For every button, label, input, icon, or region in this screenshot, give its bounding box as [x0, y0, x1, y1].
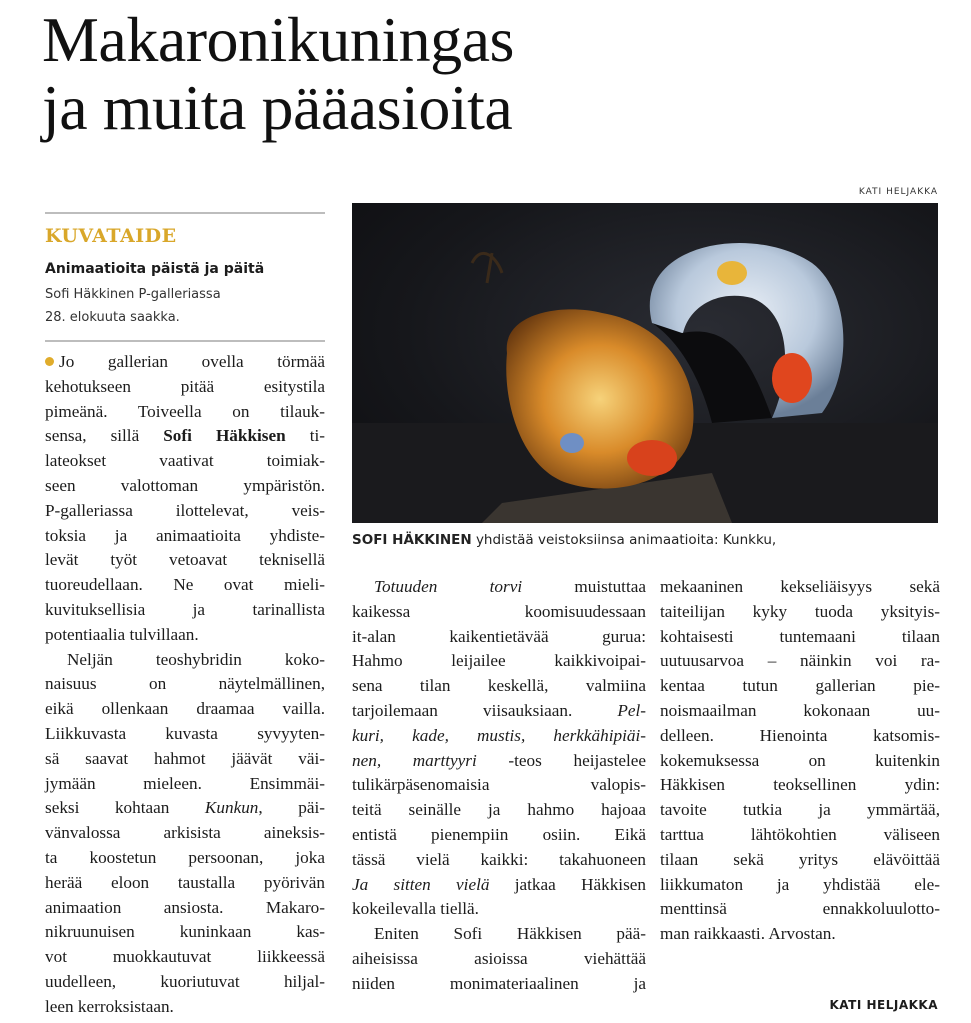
text: uutuusarvoa – näinkin voi ra-	[660, 651, 940, 671]
text-line	[45, 598, 325, 623]
caption-text: yhdistää veistoksiinsa animaatioita: Kunkku,	[471, 532, 777, 548]
divider	[45, 340, 325, 342]
italic-text: Totuuden torvi	[374, 577, 523, 596]
text-line	[660, 848, 940, 873]
text: ti-	[285, 426, 326, 446]
italic-text: Ja sitten vielä	[352, 874, 490, 894]
text-line	[45, 871, 325, 896]
article-photo	[352, 203, 938, 523]
text: entistä pienempiin osiin. Eikä	[352, 824, 646, 844]
text: delleen. Hienointa katsomis-	[660, 725, 940, 745]
text: liikkumaton ja yhdistää ele-	[660, 874, 940, 894]
text-line	[660, 625, 940, 650]
photo-caption	[352, 532, 776, 548]
headline-line: ja muita pääasioita	[42, 72, 513, 143]
text: levät työt vetoavat teknisellä	[45, 550, 325, 570]
text: Neljän teoshybridin koko-	[67, 649, 325, 669]
text: Liikkuvasta kuvasta syvyyten-	[45, 723, 325, 743]
text-line	[45, 400, 325, 425]
text-line	[45, 697, 325, 722]
text: aiheisissa asioissa viehättää	[352, 948, 646, 968]
text: tavoite tutkia ja ymmärtää,	[660, 800, 940, 820]
text: Jo gallerian ovella törmää	[59, 352, 325, 371]
text: -teos heijastelee	[476, 750, 646, 770]
text: tilaan sekä yritys elävöittää	[660, 849, 940, 869]
text: kaikessa koomisuudessaan	[352, 601, 646, 621]
text-line	[45, 548, 325, 573]
italic-text: kuri, kade, mustis, herkkähipiäi-	[352, 725, 646, 745]
text: vot muokkautuvat liikkeessä	[45, 947, 325, 967]
headline-line: Makaronikuningas	[42, 4, 514, 75]
text: Eniten Sofi Häkkisen pää-	[374, 924, 646, 944]
article-column-1	[45, 350, 325, 1020]
text-line	[352, 600, 646, 625]
text: tässä vielä kaikki: takahuoneen	[352, 849, 646, 869]
text-line	[660, 699, 940, 724]
text-line	[352, 897, 646, 922]
text-line	[45, 449, 325, 474]
text: seen valottoman ympäristön.	[45, 475, 325, 495]
italic-text: Pel-	[617, 700, 646, 720]
text: kokemuksessa on kuitenkin	[660, 750, 940, 770]
text-line	[660, 575, 940, 600]
photo-credit: KATI HELJAKKA	[858, 187, 938, 197]
text: man raikkaasti. Arvostan.	[660, 924, 836, 944]
bold-text: Sofi Häkkisen	[163, 426, 286, 446]
text: kehotukseen pitää esitystila	[45, 376, 325, 396]
text: kentaa tutun gallerian pie-	[660, 676, 940, 696]
text-line	[660, 724, 940, 749]
text-line	[660, 922, 940, 947]
caption-name: SOFI HÄKKINEN	[352, 532, 472, 548]
text: jymään mieleen. Ensimmäi-	[45, 773, 325, 793]
text: seksi kohtaan	[45, 798, 205, 818]
text: lateokset vaativat toimiak-	[45, 451, 325, 471]
text-line	[45, 945, 325, 970]
divider	[45, 212, 325, 214]
text-line	[660, 823, 940, 848]
text: vänvalossa arkisista aineksis-	[45, 823, 325, 843]
text-line	[45, 772, 325, 797]
text-line	[352, 773, 646, 798]
text-line	[660, 773, 940, 798]
text: tuoreudellaan. Ne ovat mieli-	[45, 575, 325, 595]
text-line	[352, 848, 646, 873]
article-column-2	[352, 575, 646, 997]
text-line	[660, 897, 940, 922]
text-line	[45, 821, 325, 846]
text-line	[45, 648, 325, 673]
italic-text: nen, marttyyri	[352, 750, 477, 770]
text: herää eloon taustalla pyörivän	[45, 872, 325, 892]
text: naisuus on näytelmällinen,	[45, 674, 325, 694]
text-line	[45, 970, 325, 995]
section-label: KUVATAIDE	[45, 225, 177, 247]
text: Häkkisen teoksellinen ydin:	[660, 775, 940, 795]
text-line	[45, 796, 325, 821]
text-line	[45, 623, 325, 648]
text-line	[45, 499, 325, 524]
text: niiden monimateriaalinen ja	[352, 973, 646, 993]
text-line	[660, 798, 940, 823]
byline: KATI HELJAKKA	[829, 998, 938, 1012]
text-line	[45, 424, 325, 449]
text: potentiaalia tulvillaan.	[45, 624, 199, 644]
text-line	[660, 649, 940, 674]
text-line	[45, 747, 325, 772]
italic-text: Kunkun	[204, 798, 259, 818]
sculpture-image	[352, 203, 938, 523]
text-line	[45, 573, 325, 598]
text-line	[45, 375, 325, 400]
text-line	[660, 674, 940, 699]
text: Hahmo leijailee kaikkivoipai-	[352, 651, 646, 671]
text-line	[45, 672, 325, 697]
text-line	[352, 674, 646, 699]
text-line	[45, 350, 325, 375]
text: tulikärpäsenomaisia valopis-	[352, 775, 646, 795]
text: uudelleen, kuoriutuvat hiljal-	[45, 971, 325, 991]
text-line	[45, 920, 325, 945]
text: kokeilevalla tiellä.	[352, 899, 479, 919]
text: sena tilan keskellä, valmiina	[352, 676, 646, 696]
text-line	[352, 724, 646, 749]
text-line	[352, 649, 646, 674]
text-line	[352, 947, 646, 972]
info-line: 28. elokuuta saakka.	[45, 310, 180, 325]
text: jatkaa Häkkisen	[489, 874, 646, 894]
text-line	[352, 575, 646, 600]
text-line	[352, 972, 646, 997]
text: eikä ollenkaan draamaa vailla.	[45, 699, 325, 719]
text: kuvituksellisia ja tarinallista	[45, 599, 325, 619]
text: tarjoilemaan viisauksiaan.	[352, 700, 618, 720]
text-line	[45, 995, 325, 1020]
text-line	[660, 749, 940, 774]
text: it-alan kaikentietävää gurua:	[352, 626, 646, 646]
text: ta koostetun persoonan, joka	[45, 847, 325, 867]
text: mekaaninen kekseliäisyys sekä	[660, 577, 940, 596]
info-line: Sofi Häkkinen P-galleriassa	[45, 287, 221, 302]
text-line	[352, 699, 646, 724]
text: teitä seinälle ja hahmo hajoaa	[352, 800, 646, 820]
text: menttinsä ennakkoluulotto-	[660, 899, 940, 919]
text-line	[352, 873, 646, 898]
text-line	[352, 749, 646, 774]
headline	[42, 6, 942, 142]
text: kohtaisesti tuntemaani tilaan	[660, 626, 940, 646]
text: animaation ansiosta. Makaro-	[45, 897, 325, 917]
text: leen kerroksistaan.	[45, 996, 174, 1016]
text-line	[660, 600, 940, 625]
text-line	[45, 474, 325, 499]
text-line	[352, 798, 646, 823]
text: pimeänä. Toiveella on tilauk-	[45, 401, 325, 421]
info-title: Animaatioita päistä ja päitä	[45, 261, 265, 277]
text-line	[45, 846, 325, 871]
text-line	[352, 922, 646, 947]
text: muistuttaa	[522, 577, 646, 596]
text: , päi-	[258, 798, 325, 818]
article-column-3	[660, 575, 940, 947]
bullet-dot-icon	[45, 357, 54, 366]
text-line	[45, 722, 325, 747]
text: noismaailman kokonaan uu-	[660, 700, 940, 720]
text: sensa, sillä	[45, 426, 164, 446]
text: nikruunuisen kuninkaan kas-	[45, 922, 325, 942]
text: taiteilijan kyky tuoda yksityis-	[660, 601, 940, 621]
text-line	[352, 823, 646, 848]
text-line	[352, 625, 646, 650]
text: tarttua lähtökohtien väliseen	[660, 824, 940, 844]
text-line	[45, 896, 325, 921]
text-line	[45, 524, 325, 549]
text: sä saavat hahmot jäävät väi-	[45, 748, 325, 768]
text-line	[660, 873, 940, 898]
text: toksia ja animaatioita yhdiste-	[45, 525, 325, 545]
text: P-galleriassa ilottelevat, veis-	[45, 500, 325, 520]
